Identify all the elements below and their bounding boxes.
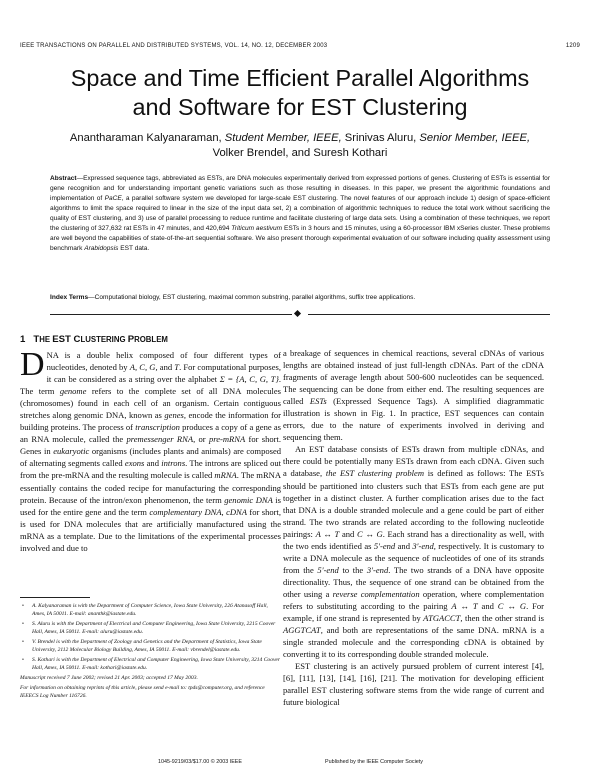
author-role: Senior Member, IEEE, xyxy=(419,132,531,144)
bullet-icon: • xyxy=(22,639,24,645)
paragraph: An EST database consists of ESTs drawn from multiple cDNAs, and there could be potentially many ESTs drawn from each cDNA. Given such a database, the EST clustering problem is defined as follows: The ESTs should be partitioned into clusters such that ESTs from each gene are put together in a distinct cluster. A further complication arises due to the fact that DNA is a double stranded molecule and a gene could be part of either strand. The two strands are related according to the following nucleotide pairings: A ↔ T and C ↔ G. Each strand has a directionality as well, with the two ends identified as 5′-end and 3′-end, respectively. It is customary to write a DNA molecule as the sequence of nucleotides of one of its strands from the 5′-end to the 3′-end. The two strands of a DNA have opposite directionality. Thus, the sequence of one strand can be obtained from the other using a reverse complementation operation, where complementation refers to substituting according to the pairing A ↔ T and C ↔ G. For example, if one strand is represented by ATGACCT, then the other strand is AGGTCAT, and both are representations of the same DNA. mRNA is a single stranded molecule and the corresponding cDNA is obtained by converting it to its corresponding double stranded molecule. xyxy=(283,444,545,660)
affiliation-note: • V. Brendel is with the Department of Zoology and Genetics and the Department of Statistics, Iowa State University, 2112 Molecular Biology Building, Ames, IA 50011. E-mail: vbrendel@iastate.edu. xyxy=(22,639,262,653)
author-name: Srinivas Aluru, xyxy=(344,132,417,144)
author-role: Student Member, IEEE, xyxy=(224,132,342,144)
section-heading: 1 THE EST CLUSTERING PROBLEM xyxy=(20,334,168,345)
index-terms-label: Index Terms xyxy=(50,294,89,301)
paragraph: EST clustering is an actively pursued problem of current interest [4], [6], [11], [13], [14], [16], [21]. The motivation for developing efficient parallel EST clustering software stems from the wide range of current and future biological xyxy=(283,661,544,708)
paper-title xyxy=(20,64,580,122)
publisher-line: Published by the IEEE Computer Society xyxy=(325,759,423,765)
body-column-left xyxy=(20,346,282,587)
bullet-icon: • xyxy=(22,603,24,609)
author-line-2: Volker Brendel, and Suresh Kothari xyxy=(212,147,388,159)
page-number: 1209 xyxy=(565,43,580,49)
reprint-info: For information on obtaining reprints of this article, please send e-mail to: tpds@computer.org, and reference IEEECS Log Number 116726. xyxy=(20,685,265,699)
title-line-2: and Software for EST Clustering xyxy=(132,94,468,120)
index-terms: Index Terms—Computational biology, EST clustering, maximal common substring, parallel algorithms, suffix tree applications. xyxy=(50,294,416,301)
author-name: Anantharaman Kalyanaraman, xyxy=(69,132,222,144)
drop-cap: D xyxy=(20,346,45,383)
body-column-right xyxy=(283,347,544,708)
manuscript-dates: Manuscript received 7 June 2002; revised 21 Apr. 2003; accepted 17 May 2003. xyxy=(20,675,198,681)
journal-name: IEEE TRANSACTIONS ON PARALLEL AND DISTRIBUTED SYSTEMS, VOL. 14, NO. 12, DECEMBER 2003 xyxy=(20,43,328,49)
issn-copyright: 1045-9219/03/$17.00 © 2003 IEEE xyxy=(158,759,242,765)
diamond-icon xyxy=(294,310,301,317)
software-name: PaCE xyxy=(104,195,122,203)
bullet-icon: • xyxy=(22,657,24,663)
footnote-rule xyxy=(20,597,90,598)
bullet-icon: • xyxy=(22,621,24,627)
author-list xyxy=(20,131,580,161)
paragraph: DNA is a double helix composed of four different types of nucleotides, denoted by A, C, G, and T. For computational purposes, it can be considered as a string over the alphabet Σ = {A, C, G, T}. The term genome refers to the complete set of all DNA molecules (chromosomes) found in each cell of an organism. Certain contiguous stretches along genomic DNA, known as genes, encode the information for building proteins. The process of transcription produces a copy of a gene as an RNA molecule, called the premessenger RNA, or pre-mRNA for short. Genes in eukaryotic organisms (includes plants and animals) are composed of alternating segments called exons and introns. The introns are spliced out from the pre-mRNA and the resulting molecule is called mRNA. The mRNA essentially contains the coded recipe for manufacturing the corresponding protein. Because of the intron/exon phenomenon, the term genomic DNA is used for the entire gene and the term complementary DNA, cDNA for short, is used for DNA molecules that are artificially manufactured using the mRNA as a template. Due to the limitations of the experimental processes involved and due to xyxy=(20,346,282,553)
affiliation-note: • S. Kothari is with the Department of Electrical and Computer Engineering, Iowa State University, 3214 Coover Hall, Ames, IA 50011. E-mail: kothari@iastate.edu. xyxy=(22,657,281,671)
abstract: Abstract—Expressed sequence tags, abbreviated as ESTs, are DNA molecules experimentally derived from expressed portions of genes. Clustering of ESTs is essential for gene recognition and for understanding important genetic variations such as those resulting in diseases. In this paper, we present the algorithmic foundations and implementation of PaCE, a parallel software system we developed for large-scale EST clustering. The novel features of our approach include 1) design of space-efficient algorithms to limit the space required to linear in the size of the input data set, 2) a combination of algorithmic techniques to reduce the total work without sacrificing the quality of EST clustering, and 3) use of parallel processing to reduce runtime and facilitate clustering of large data sets. Using a combination of these techniques, we report the clustering of 327,632 rat ESTs in 47 minutes, and 420,694 Triticum aestivum ESTs in 3 hours and 15 minutes, using a 60-processor IBM xSeries cluster. These problems are well beyond the capabilities of state-of-the-art sequential software. We also present thorough experimental evaluation of our software including quality assessment using benchmark Arabidopsis EST data. xyxy=(50,175,550,253)
footnotes xyxy=(20,602,282,700)
paragraph: a breakage of sequences in chemical reactions, several cDNAs of various lengths are obtained instead of just full-length cDNAs. Part of the cDNA fragments of average length about 500-600 nucleotides can be sequenced. The sequencing can be done from either end. The resulting sequences are called ESTs (Expressed Sequence Tags). A simplified diagrammatic illustration is shown in Fig. 1. In practice, EST sequences can contain errors, due to the nature of experiments involved in deriving and sequencing them. xyxy=(283,348,544,443)
title-line-1: Space and Time Efficient Parallel Algorithms xyxy=(70,65,530,91)
abstract-label: Abstract xyxy=(50,175,77,182)
author-line-1 xyxy=(20,131,580,146)
section-number: 1 xyxy=(20,334,26,345)
running-header xyxy=(20,43,580,53)
affiliation-note: • A. Kalyanaraman is with the Department of Computer Science, Iowa State University, 226 Atanasoff Hall, Ames, IA 50011. E-mail: ananthk@iastate.edu. xyxy=(22,603,268,617)
affiliation-note: • S. Aluru is with the Department of Electrical and Computer Engineering, Iowa State University, 2215 Coover Hall, Ames, IA 50011. E-mail: aluru@iastate.edu. xyxy=(22,621,276,635)
